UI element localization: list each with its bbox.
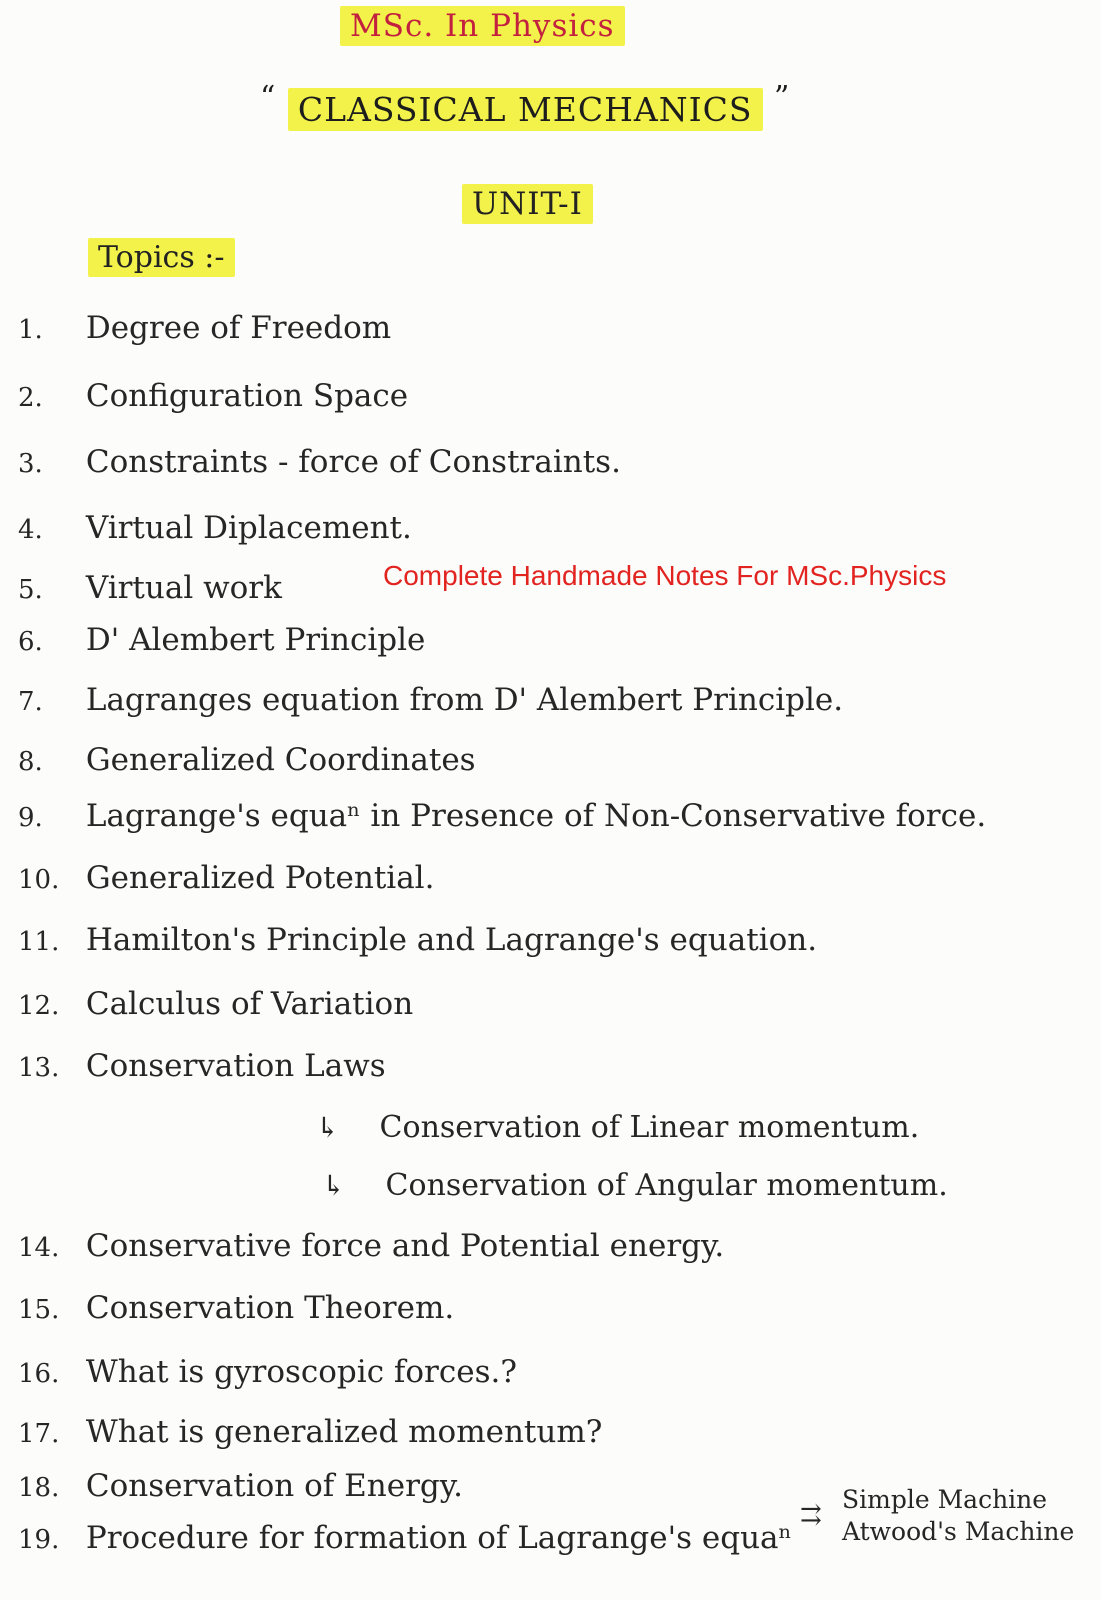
title-text: CLASSICAL MECHANICS	[288, 88, 763, 131]
topic-number: 4.	[18, 515, 43, 545]
conservation-subtopic	[322, 1168, 948, 1203]
topic-number: 16.	[18, 1359, 60, 1389]
topic-number: 13.	[18, 1053, 60, 1083]
topic-item	[18, 622, 425, 658]
unit-text: UNIT-I	[462, 184, 593, 224]
topic-text: Generalized Coordinates	[85, 742, 476, 778]
topic-text: D' Alembert Principle	[85, 622, 426, 658]
topic-item	[18, 922, 817, 958]
topic-number: 14.	[18, 1233, 60, 1263]
topic-item	[18, 510, 412, 546]
topic-item	[18, 742, 476, 778]
topic-number: 6.	[18, 627, 43, 657]
topic-number: 5.	[18, 575, 43, 605]
topic-item	[18, 310, 391, 346]
course-title	[260, 80, 791, 129]
topic-number: 15.	[18, 1295, 60, 1325]
branch-simple-machine: Simple Machine	[842, 1485, 1048, 1514]
topic-item	[18, 1228, 724, 1264]
branch-atwoods-machine: Atwood's Machine	[842, 1517, 1075, 1546]
topic-text: Conservation of Energy.	[85, 1468, 463, 1504]
topic-text: Configuration Space	[85, 378, 409, 414]
subtopic-text: Conservation of Angular momentum.	[385, 1168, 948, 1203]
watermark-text: Complete Handmade Notes For MSc.Physics	[383, 560, 947, 591]
fork-arrow-icon: ⇉	[800, 1500, 822, 1530]
topic-text: What is generalized momentum?	[85, 1414, 603, 1450]
unit-heading	[462, 186, 593, 222]
topic-text: Conservation Theorem.	[85, 1290, 455, 1326]
topic-text: Constraints - force of Constraints.	[85, 444, 621, 480]
topics-heading-text: Topics :-	[88, 238, 235, 277]
topic-number: 9.	[18, 803, 43, 833]
topics-heading	[88, 240, 235, 275]
procedure-branches	[842, 1484, 1074, 1548]
open-quote: “	[260, 80, 277, 115]
topic-number: 3.	[18, 449, 43, 479]
topic-number: 1.	[18, 315, 43, 345]
topic-item	[18, 986, 413, 1022]
topic-number: 17.	[18, 1419, 60, 1449]
topic-text: Hamilton's Principle and Lagrange's equation.	[85, 922, 818, 958]
subtopic-text: Conservation of Linear momentum.	[379, 1110, 920, 1145]
topic-number: 19.	[18, 1525, 60, 1555]
topic-number: 10.	[18, 865, 60, 895]
topic-text: Procedure for formation of Lagrange's equaⁿ	[85, 1520, 792, 1556]
branch-arrow-icon: ↳	[316, 1111, 340, 1144]
topic-number: 2.	[18, 383, 43, 413]
topic-text: Degree of Freedom	[85, 310, 392, 346]
topic-item	[18, 860, 434, 896]
topic-number: 11.	[18, 927, 60, 957]
subject-text: MSc. In Physics	[340, 6, 625, 46]
topic-text: Lagranges equation from D' Alembert Principle.	[85, 682, 844, 718]
topic-item	[18, 378, 408, 414]
topic-number: 12.	[18, 991, 60, 1021]
subject-heading	[340, 8, 625, 44]
topic-text: Lagrange's equaⁿ in Presence of Non-Conservative force.	[85, 798, 987, 834]
topic-text: Conservative force and Potential energy.	[85, 1228, 725, 1264]
topic-item	[18, 570, 282, 606]
topic-item	[18, 1520, 792, 1556]
topic-text: Calculus of Variation	[85, 986, 414, 1022]
topic-item	[18, 1354, 517, 1390]
topic-item	[18, 682, 843, 718]
conservation-subtopic	[316, 1110, 919, 1145]
topic-text: Virtual work	[85, 570, 282, 606]
topic-item	[18, 1414, 602, 1450]
topic-text: Virtual Diplacement.	[85, 510, 412, 546]
topic-text: Generalized Potential.	[85, 860, 435, 896]
topic-number: 18.	[18, 1473, 60, 1503]
topic-text: Conservation Laws	[85, 1048, 386, 1084]
topic-item	[18, 444, 621, 480]
topic-item	[18, 1290, 454, 1326]
topic-item	[18, 1048, 386, 1084]
branch-arrow-icon: ↳	[322, 1169, 346, 1202]
topic-item	[18, 1468, 463, 1504]
topic-item	[18, 798, 986, 834]
topic-number: 8.	[18, 747, 43, 777]
topic-text: What is gyroscopic forces.?	[85, 1354, 517, 1390]
close-quote: ”	[774, 80, 791, 115]
topic-number: 7.	[18, 687, 43, 717]
